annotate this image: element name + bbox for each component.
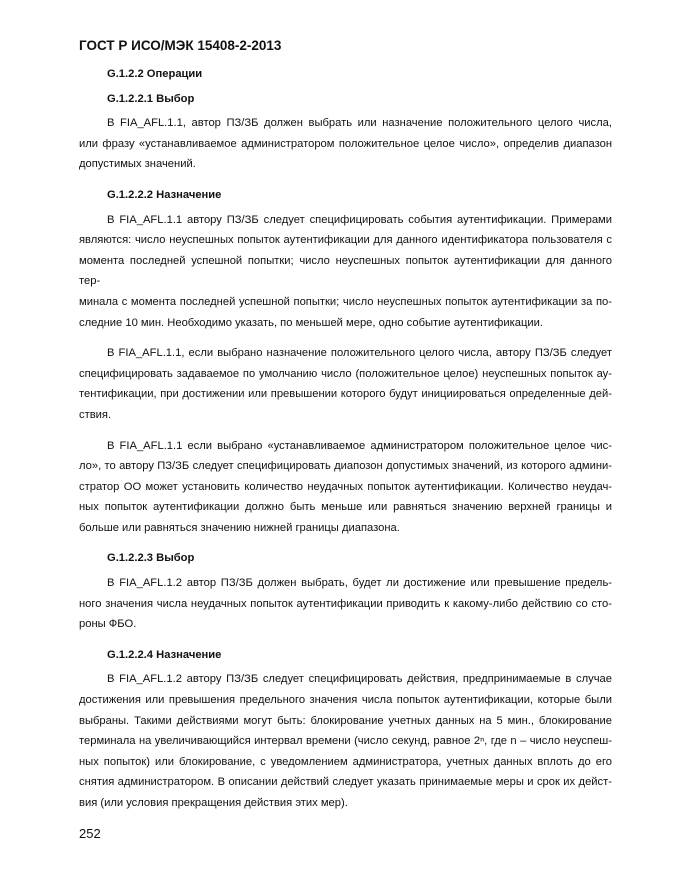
text-line: допустимых значений.	[79, 158, 196, 171]
text-line: тентификации, при достижении или превышении которого будут инициироваться определенные дей-	[79, 388, 612, 401]
document-body	[79, 62, 612, 824]
text-line: ло», то автору ПЗ/ЗБ следует специфицировать диапозон допустимых значений, из которого админи-	[79, 460, 612, 473]
text-line: ных попыток аутентификации должно быть меньше или равняться значению верхней границы и	[79, 501, 612, 514]
text-line: В FIA_AFL.1.1 если выбрано «устанавливаемое администратором положительное целое чис-	[107, 439, 612, 452]
section-heading: G.1.2.2.2 Назначение	[107, 188, 222, 201]
text-line: В FIA_AFL.1.1, автор ПЗ/ЗБ должен выбрать или назначение положительного целого числа,	[107, 117, 612, 130]
paragraph	[79, 210, 612, 334]
section-heading: G.1.2.2.3 Выбор	[107, 552, 195, 565]
text-line: вия (или условия прекращения действия этих мер).	[79, 797, 348, 809]
paragraph	[79, 113, 612, 175]
text-line: В FIA_AFL.1.1 автору ПЗ/ЗБ следует специфицировать события аутентификации. Примерами	[107, 213, 612, 226]
text-line: В FIA_AFL.1.2 автору ПЗ/ЗБ следует специфицировать действия, предпринимаемые в случае	[107, 673, 612, 686]
text-line: В FIA_AFL.1.2 автор ПЗ/ЗБ должен выбрать, будет ли достижение или превышение предель-	[107, 577, 612, 590]
text-line: минала с момента последней успешной попытки; число неуспешных попыток аутентификации за по-	[79, 295, 612, 308]
text-line: В FIA_AFL.1.1, если выбрано назначение положительного целого числа, автору ПЗ/ЗБ следует	[107, 347, 612, 360]
text-line: выбраны. Такими действиями могут быть: блокирование учетных данных на 5 мин., блокирование	[79, 714, 612, 727]
text-line: следние 10 мин. Необходимо указать, по меньшей мере, одно событие аутентификации.	[79, 316, 544, 329]
text-line: достижения или превышения предельного значения числа попыток аутентификации, которые были	[79, 694, 612, 707]
text-line: роны ФБО.	[79, 618, 137, 631]
text-line: больше или равняться значению нижней границы диапазона.	[79, 521, 400, 534]
paragraph	[79, 436, 612, 539]
text-line: стратор ОО может установить количество неудачных попыток аутентификации. Количество неудач-	[79, 480, 612, 493]
paragraph	[79, 669, 612, 813]
paragraph	[79, 573, 612, 635]
text-line: специфицировать задаваемое по умолчанию число (положительное целое) неуспешных попыток ау-	[79, 367, 612, 380]
page-number: 252	[79, 826, 101, 841]
text-line: снятия администратором. В описании действий следует указать принимаемые меры и срок их дейст-	[79, 776, 612, 789]
text-line: или фразу «устанавливаемое администратором положительное целое число», определив диапазон	[79, 137, 612, 150]
paragraph	[79, 343, 612, 425]
text-line: являются: число неуспешных попыток аутентификации для данного идентификатора пользователя с	[79, 234, 612, 247]
text-line: терминала на увеличивающийся интервал времени (число секунд, равное 2ⁿ, где n – число неуспеш-	[79, 735, 612, 748]
text-line: ствия.	[79, 408, 112, 421]
section-heading: G.1.2.2.1 Выбор	[107, 92, 195, 105]
text-line: момента последней успешной попытки; число неуспешных попыток аутентификации для данного тер-	[79, 254, 612, 288]
document-header: ГОСТ Р ИСО/МЭК 15408-2-2013	[79, 38, 282, 53]
section-heading: G.1.2.2.4 Назначение	[107, 648, 222, 661]
text-line: ного значения числа неудачных попыток аутентификации приводить к какому-либо действию со сто-	[79, 597, 612, 610]
text-line: ных попыток) или блокирование, с уведомлением администратора, учетных данных вплоть до его	[79, 755, 612, 768]
section-heading: G.1.2.2 Операции	[107, 68, 203, 80]
